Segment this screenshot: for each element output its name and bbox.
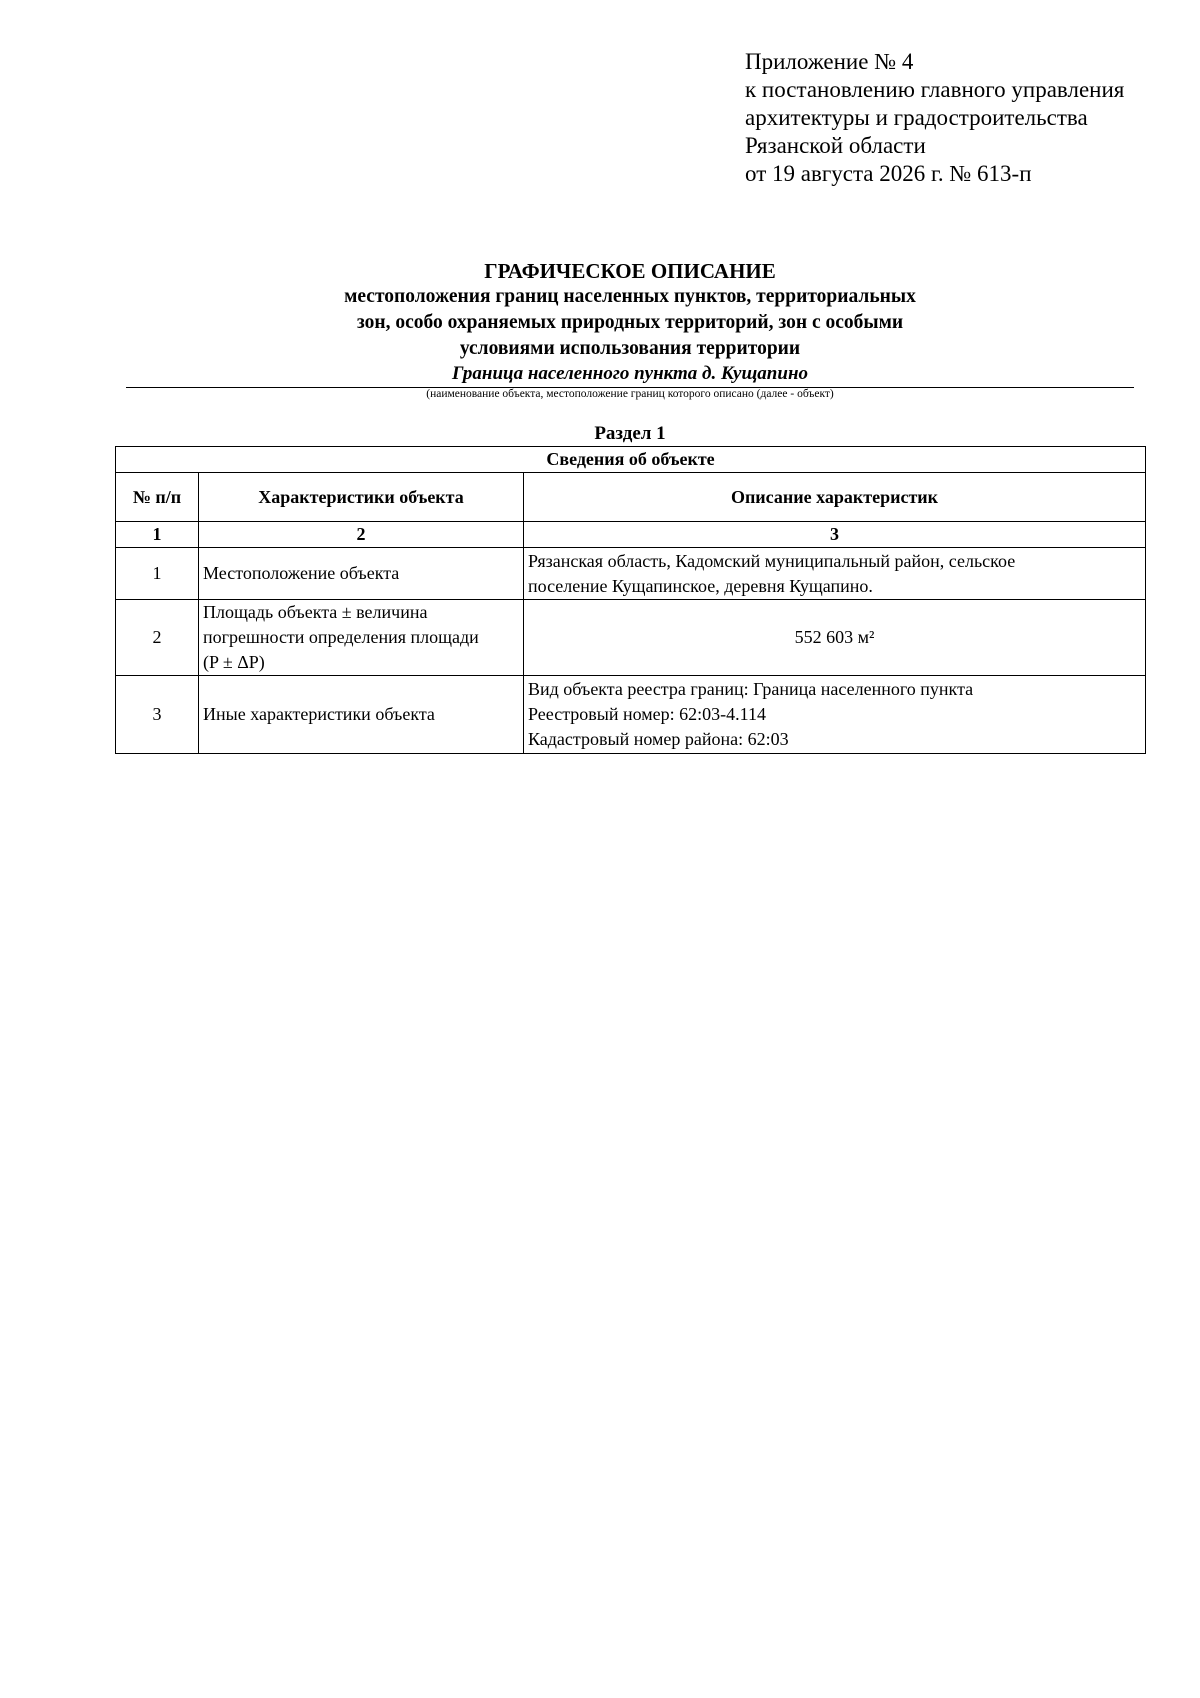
row-characteristic [199,676,524,754]
description-line: Реестровый номер: 62:03-4.114 [528,704,766,724]
row-description [524,600,1146,676]
table-header-row [116,473,1146,522]
characteristic-line: Иные характеристики объекта [203,704,435,724]
row-description [524,548,1146,600]
appendix-region: Рязанской области [745,133,926,158]
row-characteristic [199,600,524,676]
header-num: № п/п [116,473,199,522]
table-caption-row [116,447,1146,473]
row-number: 2 [116,600,199,676]
column-number: 3 [524,522,1146,548]
table-row [116,548,1146,600]
description-line: Кадастровый номер района: 62:03 [528,729,789,749]
document-subtitle-line-2: зон, особо охраняемых природных территорий, зон с особыми [356,312,904,333]
object-name: Граница населенного пункта д. Кущапино [126,362,1134,388]
header-characteristic: Характеристики объекта [199,473,524,522]
description-line: Вид объекта реестра границ: Граница населенного пункта [528,679,974,699]
characteristic-line: (P ± ΔP) [203,652,265,672]
appendix-date-number: от 19 августа 2026 г. № 613-п [745,161,1032,186]
document-subtitle-line-3: условиями использования территории [459,338,801,359]
column-number: 2 [199,522,524,548]
description-line: 552 603 м² [794,627,875,647]
row-description [524,676,1146,754]
document-subtitle-line-1: местоположения границ населенных пунктов, территориальных [344,286,916,307]
row-characteristic [199,548,524,600]
appendix-header [745,48,1165,188]
appendix-title: Приложение № 4 [745,49,914,74]
appendix-authority: архитектуры и градостроительства [745,105,1088,130]
object-info-table [115,446,1146,754]
table-row [116,600,1146,676]
document-title-block [126,258,1134,400]
description-line: поселение Кущапинское, деревня Кущапино. [528,575,873,596]
table-row [116,676,1146,754]
characteristic-line: погрешности определения площади [203,627,479,647]
document-title: ГРАФИЧЕСКОЕ ОПИСАНИЕ [484,259,776,283]
table-caption: Сведения об объекте [116,447,1146,473]
description-line: Рязанская область, Кадомский муниципальный район, сельское [528,550,1016,571]
object-name-caption: (наименование объекта, местоположение границ которого описано (далее - объект) [426,388,834,400]
characteristic-line: Местоположение объекта [203,563,400,583]
row-number: 1 [116,548,199,600]
row-number: 3 [116,676,199,754]
header-description: Описание характеристик [524,473,1146,522]
column-number-row [116,522,1146,548]
characteristic-line: Площадь объекта ± величина [203,602,428,622]
section-title: Раздел 1 [594,423,666,444]
column-number: 1 [116,522,199,548]
appendix-reference: к постановлению главного управления [745,77,1125,102]
